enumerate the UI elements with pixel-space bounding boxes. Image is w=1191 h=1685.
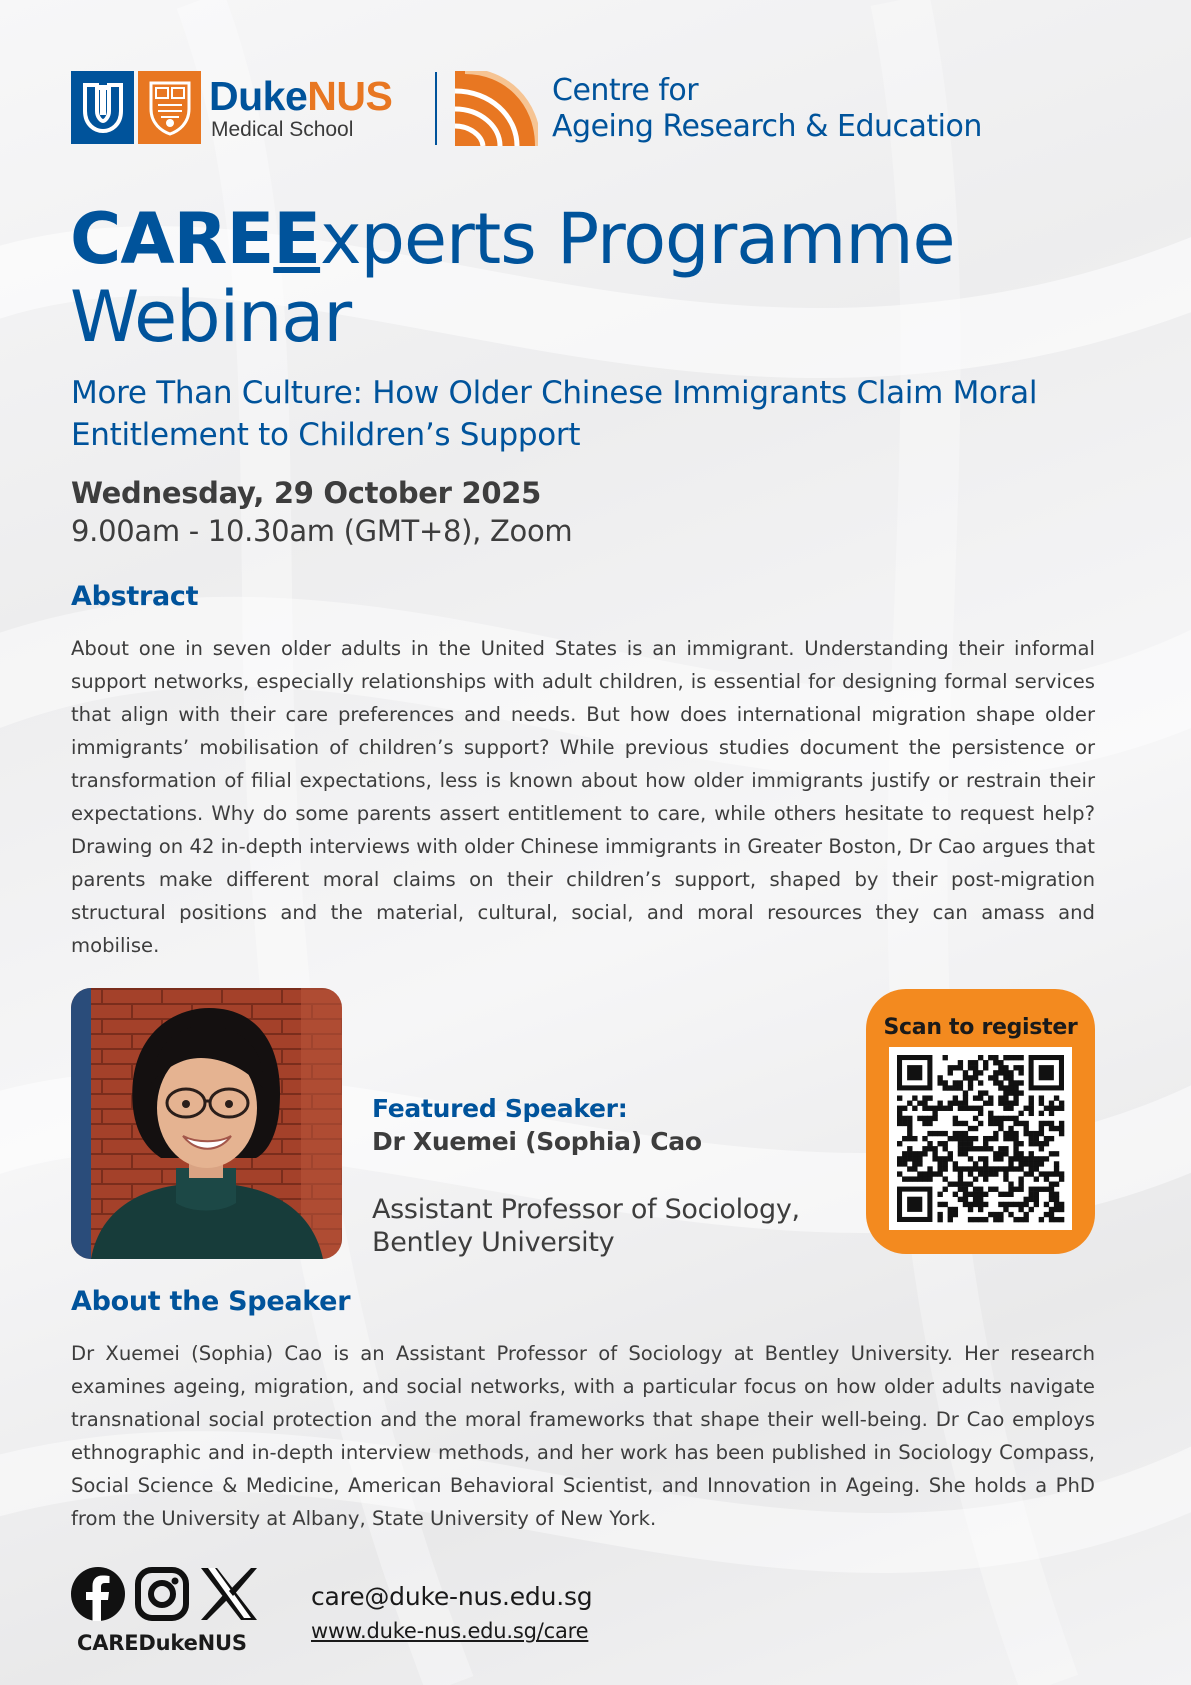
care-centre-name: Centre for Ageing Research & Education: [552, 72, 982, 144]
social-handle: CAREDukeNUS: [77, 1631, 247, 1655]
medical-school-label: Medical School: [211, 117, 354, 141]
logo-divider: [435, 72, 437, 145]
abstract-heading: Abstract: [71, 581, 199, 612]
event-time: 9.00am - 10.30am (GMT+8), Zoom: [71, 514, 573, 548]
nus-crest-icon: [138, 71, 201, 144]
speaker-name: Dr Xuemei (Sophia) Cao: [372, 1127, 702, 1156]
care-logo: [455, 71, 982, 146]
speaker-photo: [71, 988, 342, 1259]
instagram-icon[interactable]: [135, 1567, 189, 1621]
register-qr-panel[interactable]: [866, 989, 1095, 1254]
duke-chapel-icon: [71, 71, 134, 144]
abstract-text: About one in seven older adults in the United States is an immigrant. Understanding their informal support networks, especially relationships with adult children, is essential for designing formal services that align with their care preferences and needs. But how does international migration shape older immigrants’ mobilisation of children’s support? While previous studies document the persistence or transformation of filial expectations, less is known about how older immigrants justify or restrain their expectations. Why do some parents assert entitlement to care, while others hesitate to request help? Drawing on 42 in-depth interviews with older Chinese immigrants in Greater Boston, Dr Cao argues that parents make different moral claims on their children’s support, shaped by their post-migration structural positions and the material, cultural, social, and moral resources they can amass and mobilise.: [71, 637, 1095, 957]
speaker-role: Assistant Professor of Sociology, Bentley University: [372, 1194, 800, 1258]
care-arcs-icon: [455, 71, 538, 146]
website-link[interactable]: www.duke-nus.edu.sg/care: [311, 1619, 589, 1643]
qr-code[interactable]: [889, 1047, 1072, 1230]
about-speaker-heading: About the Speaker: [71, 1286, 351, 1317]
scan-to-register-label: Scan to register: [883, 1015, 1078, 1040]
duke-nus-logo: [71, 71, 392, 144]
duke-nus-wordmark: DukeNUS: [209, 72, 393, 119]
page-title: CAREExperts Programme Webinar: [70, 198, 955, 358]
featured-speaker-label: Featured Speaker:: [372, 1094, 628, 1123]
about-speaker-text: Dr Xuemei (Sophia) Cao is an Assistant Professor of Sociology at Bentley University. Her research examines ageing, migration, and social networks, with a particular focus on how older adults navigate transnational social protection and the moral frameworks that shape their well-being. Dr Cao employs ethnographic and in-depth interview methods, and her work has been published in Sociology Compass, Social Science & Medicine, American Behavioral Scientist, and Innovation in Ageing. She holds a PhD from the University at Albany, State University of New York.: [71, 1342, 1095, 1530]
facebook-icon[interactable]: [71, 1567, 125, 1621]
x-icon[interactable]: [199, 1566, 259, 1622]
webinar-subtitle: More Than Culture: How Older Chinese Immigrants Claim Moral Entitlement to Children’s Support: [71, 375, 1038, 453]
contact-email[interactable]: care@duke-nus.edu.sg: [311, 1582, 593, 1611]
event-date: Wednesday, 29 October 2025: [71, 476, 541, 510]
social-icons: [71, 1566, 259, 1622]
